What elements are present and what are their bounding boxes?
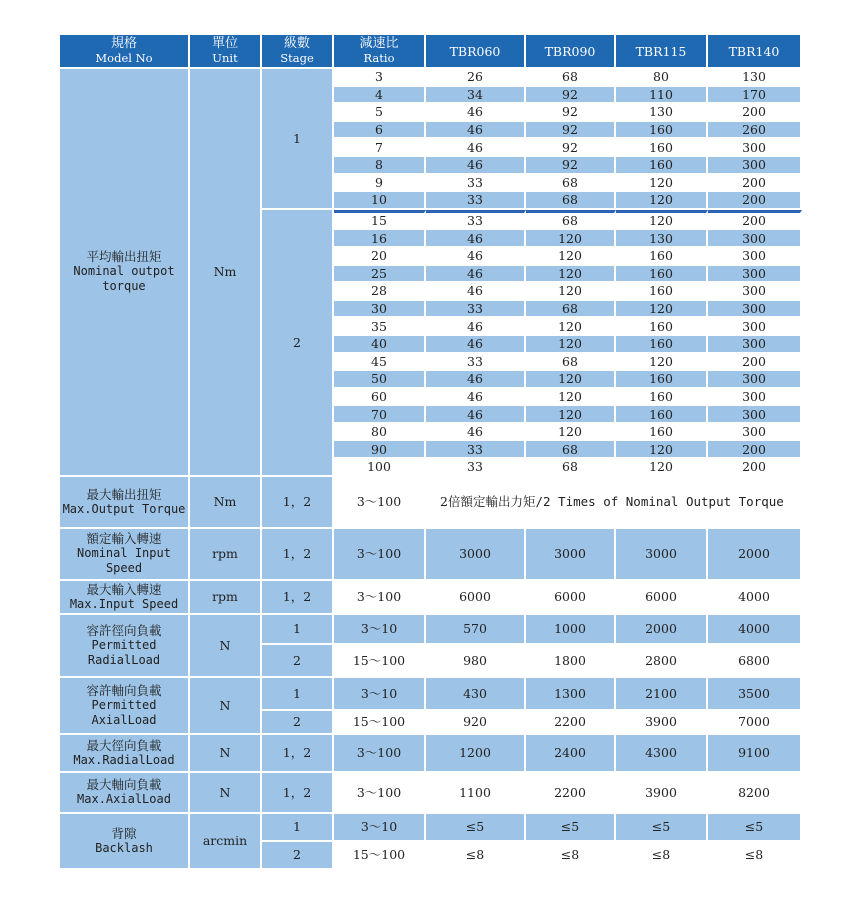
torque-value: 160	[616, 139, 708, 157]
backlash-value: ≤8	[426, 842, 526, 870]
max-radial-value: 9100	[708, 735, 802, 773]
torque-row	[60, 69, 802, 87]
radial-load-ratio: 15～100	[334, 645, 426, 678]
backlash-value: ≤5	[526, 814, 616, 842]
torque-value: 120	[616, 210, 708, 231]
rated-speed-stage: 1，2	[262, 529, 334, 581]
torque-value: 160	[616, 283, 708, 301]
max-speed-ratio: 3～100	[334, 581, 426, 615]
max-axial-value: 2200	[526, 773, 616, 814]
backlash-value: ≤5	[426, 814, 526, 842]
torque-value: 200	[708, 210, 802, 231]
rated-speed-unit: rpm	[190, 529, 262, 581]
radial-load-value: 2800	[616, 645, 708, 678]
torque-value: 200	[708, 459, 802, 477]
max-speed-stage: 1，2	[262, 581, 334, 615]
radial-load-unit: N	[190, 615, 262, 678]
ratio-cell: 25	[334, 266, 426, 284]
torque-value: 46	[426, 283, 526, 301]
ratio-cell: 10	[334, 192, 426, 210]
radial-load-label: 容許徑向負載 Permitted RadialLoad	[60, 615, 190, 678]
torque-value: 130	[708, 69, 802, 87]
radial-load-value: 4000	[708, 615, 802, 645]
torque-value: 33	[426, 301, 526, 319]
axial-load-value: 2100	[616, 678, 708, 711]
torque-value: 120	[526, 230, 616, 248]
torque-value: 120	[616, 192, 708, 210]
max-torque-label: 最大輸出扭矩 Max.Output Torque	[60, 477, 190, 529]
rated-speed-value: 3000	[426, 529, 526, 581]
torque-value: 120	[526, 248, 616, 266]
radial-load-value: 980	[426, 645, 526, 678]
ratio-cell: 16	[334, 230, 426, 248]
axial-load-value: 2200	[526, 711, 616, 735]
torque-value: 34	[426, 87, 526, 105]
max-axial-row	[60, 773, 802, 814]
backlash-stage: 1	[262, 814, 334, 842]
max-speed-value: 4000	[708, 581, 802, 615]
torque-value: 33	[426, 354, 526, 372]
torque-value: 160	[616, 248, 708, 266]
torque-value: 92	[526, 87, 616, 105]
torque-value: 120	[526, 406, 616, 424]
ratio-cell: 28	[334, 283, 426, 301]
rated-speed-label: 額定輸入轉速 Nominal Input Speed	[60, 529, 190, 581]
other-specs-section	[60, 477, 802, 870]
torque-value: 46	[426, 406, 526, 424]
radial-load-value: 1800	[526, 645, 616, 678]
max-radial-row	[60, 735, 802, 773]
radial-load-ratio: 3～10	[334, 615, 426, 645]
ratio-cell: 90	[334, 441, 426, 459]
torque-value: 130	[616, 230, 708, 248]
torque-value: 160	[616, 389, 708, 407]
max-torque-unit: Nm	[190, 477, 262, 529]
torque-value: 68	[526, 354, 616, 372]
torque-value: 92	[526, 139, 616, 157]
torque-value: 46	[426, 139, 526, 157]
max-axial-value: 8200	[708, 773, 802, 814]
torque-value: 46	[426, 371, 526, 389]
torque-value: 92	[526, 122, 616, 140]
ratio-cell: 45	[334, 354, 426, 372]
torque-value: 300	[708, 139, 802, 157]
torque-value: 120	[526, 424, 616, 442]
torque-value: 68	[526, 441, 616, 459]
torque-value: 200	[708, 175, 802, 193]
max-speed-value: 6000	[426, 581, 526, 615]
ratio-cell: 60	[334, 389, 426, 407]
max-radial-label: 最大徑向負載 Max.RadialLoad	[60, 735, 190, 773]
torque-value: 300	[708, 283, 802, 301]
max-radial-stage: 1，2	[262, 735, 334, 773]
torque-value: 68	[526, 210, 616, 231]
ratio-cell: 50	[334, 371, 426, 389]
max-torque-note-en: /2 Times of Nominal Output Torque	[535, 494, 784, 510]
stage-2-cell: 2	[262, 210, 334, 477]
ratio-cell: 100	[334, 459, 426, 477]
torque-value: 300	[708, 230, 802, 248]
axial-load-value: 920	[426, 711, 526, 735]
torque-value: 300	[708, 371, 802, 389]
torque-value: 33	[426, 210, 526, 231]
torque-value: 300	[708, 424, 802, 442]
ratio-cell: 4	[334, 87, 426, 105]
backlash-value: ≤8	[708, 842, 802, 870]
torque-value: 68	[526, 301, 616, 319]
header-model-tbr140: TBR140	[708, 35, 802, 69]
ratio-cell: 7	[334, 139, 426, 157]
torque-value: 68	[526, 175, 616, 193]
max-radial-value: 4300	[616, 735, 708, 773]
torque-value: 200	[708, 441, 802, 459]
radial-load-value: 1000	[526, 615, 616, 645]
max-axial-value: 3900	[616, 773, 708, 814]
rated-speed-value: 3000	[526, 529, 616, 581]
torque-value: 46	[426, 424, 526, 442]
torque-value: 200	[708, 104, 802, 122]
max-torque-row	[60, 477, 802, 529]
torque-value: 170	[708, 87, 802, 105]
torque-value: 46	[426, 122, 526, 140]
torque-value: 120	[616, 354, 708, 372]
axial-load-value: 1300	[526, 678, 616, 711]
max-speed-label: 最大輸入轉速 Max.Input Speed	[60, 581, 190, 615]
max-axial-unit: N	[190, 773, 262, 814]
torque-value: 120	[526, 318, 616, 336]
torque-value: 46	[426, 266, 526, 284]
torque-value: 160	[616, 406, 708, 424]
nominal-torque-section	[60, 69, 802, 477]
max-torque-note-zh: 2倍額定輸出力矩	[440, 494, 536, 510]
axial-load-ratio: 15～100	[334, 711, 426, 735]
torque-value: 200	[708, 192, 802, 210]
max-axial-ratio: 3～100	[334, 773, 426, 814]
backlash-value: ≤8	[526, 842, 616, 870]
axial-load-unit: N	[190, 678, 262, 735]
max-torque-stage: 1，2	[262, 477, 334, 529]
torque-value: 33	[426, 441, 526, 459]
axial-load-label: 容許軸向負載 Permitted AxialLoad	[60, 678, 190, 735]
torque-value: 46	[426, 157, 526, 175]
nominal-torque-unit: Nm	[190, 69, 262, 477]
ratio-cell: 6	[334, 122, 426, 140]
max-torque-ratio: 3～100	[334, 477, 426, 529]
backlash-value: ≤5	[708, 814, 802, 842]
axial-load-row	[60, 678, 802, 711]
rated-speed-row	[60, 529, 802, 581]
header-model: 規格 Model No	[60, 35, 190, 69]
radial-load-stage: 2	[262, 645, 334, 678]
rated-speed-value: 3000	[616, 529, 708, 581]
radial-load-value: 2000	[616, 615, 708, 645]
max-speed-row	[60, 581, 802, 615]
stage-1-cell: 1	[262, 69, 334, 210]
torque-value: 33	[426, 175, 526, 193]
ratio-cell: 30	[334, 301, 426, 319]
max-radial-value: 2400	[526, 735, 616, 773]
torque-value: 33	[426, 459, 526, 477]
radial-load-row	[60, 615, 802, 645]
axial-load-stage: 1	[262, 678, 334, 711]
torque-value: 200	[708, 354, 802, 372]
torque-value: 46	[426, 248, 526, 266]
max-speed-unit: rpm	[190, 581, 262, 615]
torque-value: 120	[526, 389, 616, 407]
backlash-unit: arcmin	[190, 814, 262, 870]
torque-value: 46	[426, 336, 526, 354]
max-axial-value: 1100	[426, 773, 526, 814]
header-ratio: 減速比 Ratio	[334, 35, 426, 69]
ratio-cell: 5	[334, 104, 426, 122]
ratio-cell: 70	[334, 406, 426, 424]
backlash-ratio: 3～10	[334, 814, 426, 842]
torque-value: 46	[426, 318, 526, 336]
max-radial-value: 1200	[426, 735, 526, 773]
header-stage: 級數 Stage	[262, 35, 334, 69]
backlash-value: ≤8	[616, 842, 708, 870]
axial-load-stage: 2	[262, 711, 334, 735]
max-speed-value: 6000	[616, 581, 708, 615]
torque-value: 160	[616, 371, 708, 389]
torque-value: 120	[616, 301, 708, 319]
torque-value: 110	[616, 87, 708, 105]
torque-value: 160	[616, 266, 708, 284]
header-model-tbr060: TBR060	[426, 35, 526, 69]
axial-load-value: 430	[426, 678, 526, 711]
torque-value: 300	[708, 406, 802, 424]
torque-value: 160	[616, 122, 708, 140]
axial-load-ratio: 3～10	[334, 678, 426, 711]
torque-value: 300	[708, 389, 802, 407]
torque-value: 120	[616, 175, 708, 193]
max-torque-note	[426, 477, 802, 529]
backlash-value: ≤5	[616, 814, 708, 842]
torque-value: 160	[616, 157, 708, 175]
torque-value: 120	[526, 266, 616, 284]
torque-value: 130	[616, 104, 708, 122]
torque-value: 120	[526, 283, 616, 301]
torque-value: 300	[708, 301, 802, 319]
radial-load-stage: 1	[262, 615, 334, 645]
header-unit: 單位 Unit	[190, 35, 262, 69]
ratio-cell: 35	[334, 318, 426, 336]
torque-value: 160	[616, 424, 708, 442]
torque-value: 120	[616, 441, 708, 459]
torque-value: 46	[426, 230, 526, 248]
rated-speed-value: 2000	[708, 529, 802, 581]
torque-value: 260	[708, 122, 802, 140]
nominal-torque-label: 平均輸出扭矩 Nominal outpot torque	[60, 69, 190, 477]
max-axial-label: 最大軸向負載 Max.AxialLoad	[60, 773, 190, 814]
torque-value: 120	[616, 459, 708, 477]
backlash-label: 背隙 Backlash	[60, 814, 190, 870]
ratio-cell: 15	[334, 210, 426, 231]
max-axial-stage: 1，2	[262, 773, 334, 814]
backlash-ratio: 15～100	[334, 842, 426, 870]
max-radial-unit: N	[190, 735, 262, 773]
torque-value: 68	[526, 192, 616, 210]
axial-load-value: 7000	[708, 711, 802, 735]
torque-value: 300	[708, 157, 802, 175]
rated-speed-ratio: 3～100	[334, 529, 426, 581]
ratio-cell: 9	[334, 175, 426, 193]
radial-load-value: 6800	[708, 645, 802, 678]
torque-value: 300	[708, 248, 802, 266]
torque-value: 46	[426, 389, 526, 407]
ratio-cell: 20	[334, 248, 426, 266]
torque-value: 120	[526, 371, 616, 389]
torque-value: 46	[426, 104, 526, 122]
torque-value: 68	[526, 459, 616, 477]
ratio-cell: 3	[334, 69, 426, 87]
header-model-tbr090: TBR090	[526, 35, 616, 69]
radial-load-value: 570	[426, 615, 526, 645]
ratio-cell: 40	[334, 336, 426, 354]
torque-value: 300	[708, 336, 802, 354]
torque-value: 80	[616, 69, 708, 87]
header-row	[60, 35, 802, 69]
torque-value: 160	[616, 336, 708, 354]
torque-value: 33	[426, 192, 526, 210]
header-model-tbr115: TBR115	[616, 35, 708, 69]
torque-value: 92	[526, 157, 616, 175]
ratio-cell: 80	[334, 424, 426, 442]
torque-value: 300	[708, 266, 802, 284]
torque-value: 120	[526, 336, 616, 354]
torque-value: 160	[616, 318, 708, 336]
torque-value: 300	[708, 318, 802, 336]
torque-value: 68	[526, 69, 616, 87]
max-radial-ratio: 3～100	[334, 735, 426, 773]
torque-value: 92	[526, 104, 616, 122]
backlash-row	[60, 814, 802, 842]
ratio-cell: 8	[334, 157, 426, 175]
torque-value: 26	[426, 69, 526, 87]
max-speed-value: 6000	[526, 581, 616, 615]
axial-load-value: 3900	[616, 711, 708, 735]
axial-load-value: 3500	[708, 678, 802, 711]
spec-table	[60, 35, 802, 870]
backlash-stage: 2	[262, 842, 334, 870]
